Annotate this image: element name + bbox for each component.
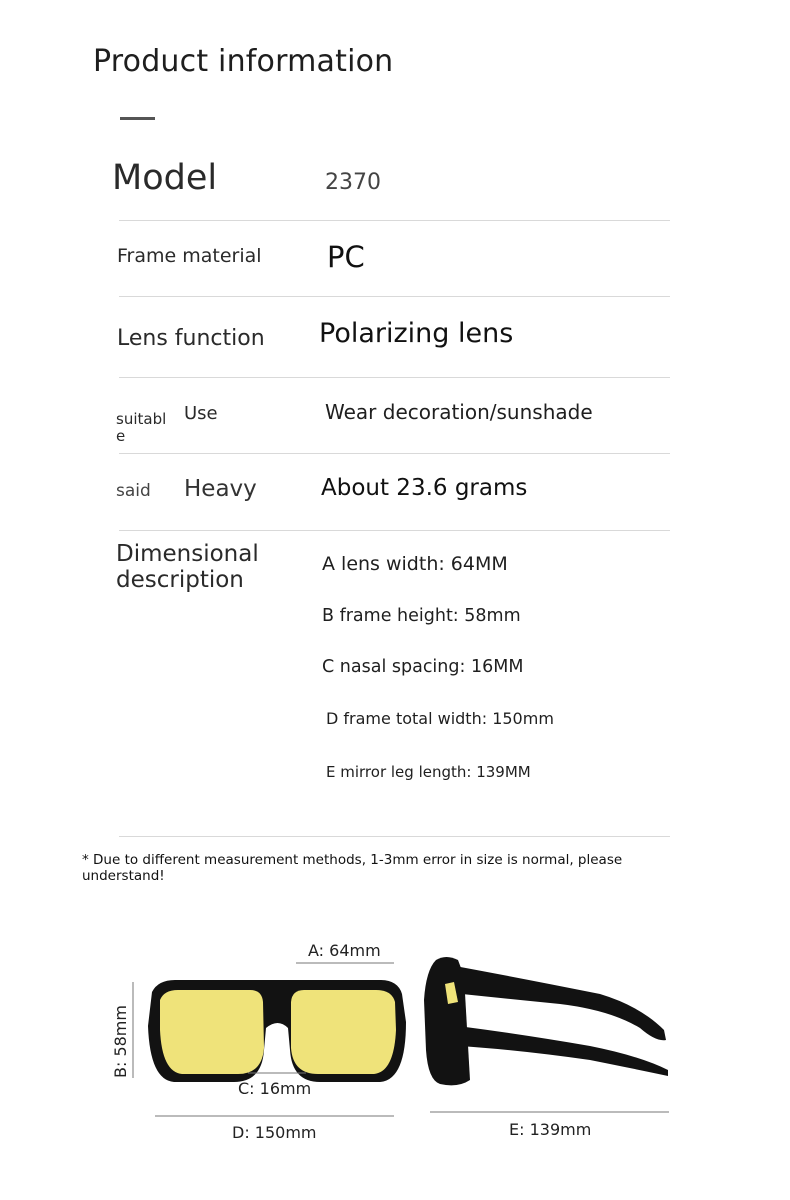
upper-temple-arm xyxy=(455,966,666,1040)
page-title: Product information xyxy=(93,44,394,79)
weight-value: About 23.6 grams xyxy=(321,475,528,501)
dimension-item: C nasal spacing: 16MM xyxy=(322,657,524,677)
glasses-side-view xyxy=(424,957,668,1085)
dimensional-label: Dimensional description xyxy=(116,541,259,593)
glasses-front-view xyxy=(148,980,406,1082)
dimension-item: B frame height: 58mm xyxy=(322,606,521,626)
dimension-item: D frame total width: 150mm xyxy=(326,709,554,728)
right-lens xyxy=(291,990,396,1074)
row-divider xyxy=(119,296,670,297)
row-divider xyxy=(119,453,670,454)
dimension-a-label: A: 64mm xyxy=(308,941,381,960)
glasses-diagram xyxy=(0,930,790,1150)
row-divider xyxy=(119,220,670,221)
said-label: said xyxy=(116,481,151,501)
left-lens xyxy=(160,990,264,1074)
dimension-e-label: E: 139mm xyxy=(509,1120,592,1139)
use-label: Use xyxy=(184,403,218,424)
suitable-label: suitable xyxy=(116,410,167,445)
heavy-label: Heavy xyxy=(184,476,257,502)
lower-temple-arm xyxy=(458,1026,668,1076)
row-divider xyxy=(119,530,670,531)
row-divider xyxy=(119,377,670,378)
dimension-d-label: D: 150mm xyxy=(232,1123,317,1142)
dimension-item: E mirror leg length: 139MM xyxy=(326,763,531,781)
measurement-note: * Due to different measurement methods, 1-3mm error in size is normal, please understand! xyxy=(82,852,623,884)
lens-function-label: Lens function xyxy=(117,326,265,351)
suitable-use-value: Wear decoration/sunshade xyxy=(325,400,593,424)
frame-material-value: PC xyxy=(327,240,365,274)
frame-material-label: Frame material xyxy=(117,245,262,267)
model-label: Model xyxy=(112,158,218,198)
dimension-item: A lens width: 64MM xyxy=(322,553,508,575)
title-underline xyxy=(120,117,155,120)
dimension-b-label: B: 58mm xyxy=(111,1005,130,1078)
model-value: 2370 xyxy=(325,170,381,195)
dimension-c-label: C: 16mm xyxy=(238,1079,312,1098)
row-divider xyxy=(119,836,670,837)
lens-function-value: Polarizing lens xyxy=(319,318,514,349)
